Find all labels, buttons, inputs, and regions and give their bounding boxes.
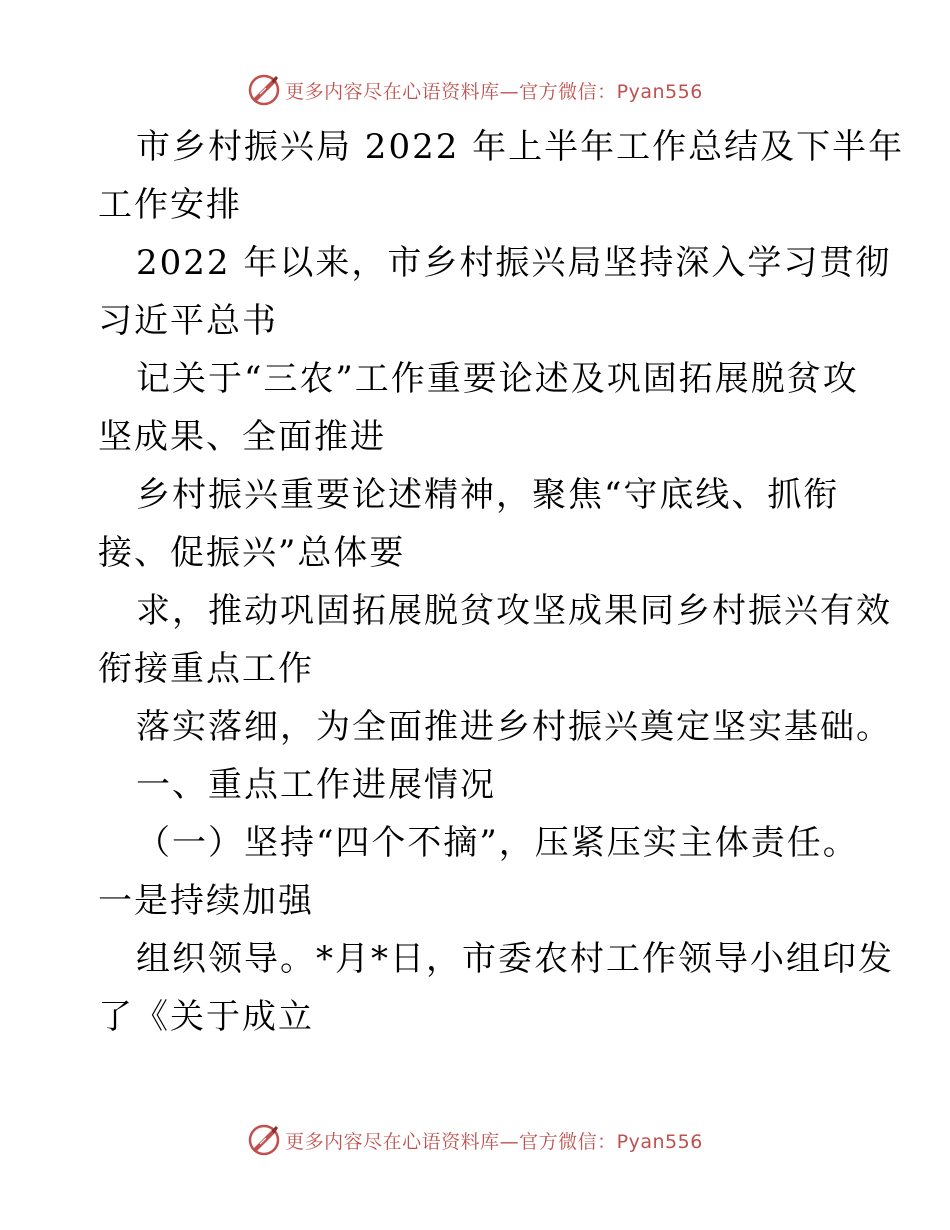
paragraph-line: 一是持续加强 — [98, 881, 314, 921]
paragraph-line: 接、促振兴”总体要 — [98, 533, 406, 573]
quill-pen-logo-icon — [247, 1123, 281, 1157]
footer-banner — [0, 1120, 950, 1160]
paragraph-line: 记关于“三农”工作重要论述及巩固拓展脱贫攻 — [136, 359, 859, 399]
paragraph-line: 坚成果、全面推进 — [98, 417, 386, 457]
paragraph-line: 求，推动巩固拓展脱贫攻坚成果同乡村振兴有效 — [136, 591, 892, 631]
header-banner — [0, 70, 950, 110]
banner-text: 更多内容尽在心语资料库—官方微信：Pyan556 — [285, 80, 703, 103]
paragraph-line: 组织领导。*月*日，市委农村工作领导小组印发 — [136, 939, 894, 979]
title-line-1: 市乡村振兴局 2022 年上半年工作总结及下半年 — [136, 127, 905, 167]
paragraph-line: 落实落细，为全面推进乡村振兴奠定坚实基础。 — [136, 707, 892, 747]
subsection-heading: （一）坚持“四个不摘”，压紧压实主体责任。 — [136, 823, 859, 863]
paragraph-line: 习近平总书 — [98, 301, 278, 341]
section-heading: 一、重点工作进展情况 — [136, 765, 496, 805]
paragraph-line: 衔接重点工作 — [98, 649, 314, 689]
title-line-2: 工作安排 — [98, 185, 242, 225]
document-body — [98, 118, 905, 1046]
paragraph-line: 了《关于成立 — [98, 997, 314, 1037]
paragraph-line: 2022 年以来，市乡村振兴局坚持深入学习贯彻 — [136, 243, 892, 283]
banner-text: 更多内容尽在心语资料库—官方微信：Pyan556 — [285, 1130, 703, 1153]
quill-pen-logo-icon — [247, 73, 281, 107]
paragraph-line: 乡村振兴重要论述精神，聚焦“守底线、抓衔 — [136, 475, 840, 515]
